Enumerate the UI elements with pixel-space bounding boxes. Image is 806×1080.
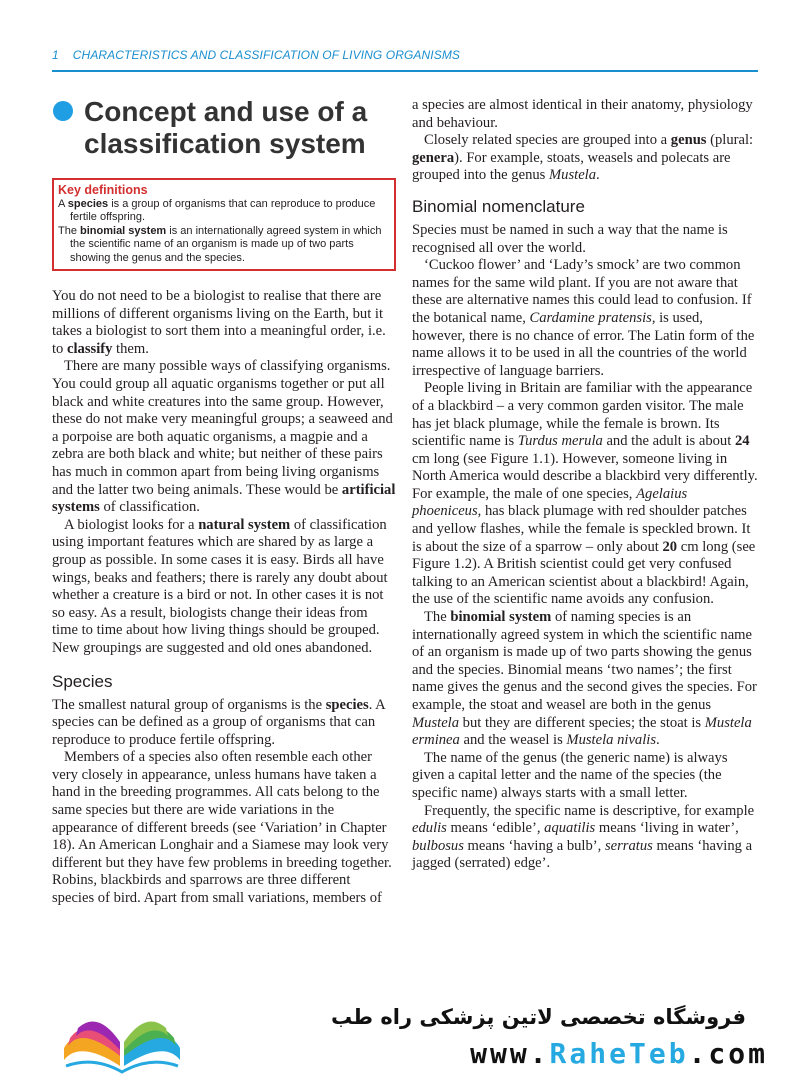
paragraph-intro: You do not need to be a biologist to realise that there are millions of different organisms living on the Earth, but it takes a biologist to sort them into a meaningful order, i.e. to classify them. xyxy=(52,288,386,357)
shop-url: www.RaheTeb.com xyxy=(470,1037,768,1070)
paragraph-ways-of-classifying: There are many possible ways of classifying organisms. You could group all aquatic organisms together or put all black and white creatures into the same group. However, these do not make very meaningful groups; a seaweed and a porpoise are both aquatic organisms, a magpie and a zebra are both black and white; but neither of these pairs has much in common apart from being living organisms and the latter two being animals. These would be artificial systems of classification. xyxy=(52,358,396,516)
bullet-dot-icon xyxy=(53,101,73,121)
paragraph-blackbird: People living in Britain are familiar with the appearance of a blackbird – a very common garden visitor. The male has jet black plumage, while the female is brown. Its scientific name is Turdus merula and the adult is about 24 cm long (see Figure 1.1). However, someone living in North America would describe a blackbird very differently. For example, the male of one species, Agelaius phoeniceus, has black plumage with red shoulder patches and yellow flashes, while the female is speckled brown. It is about the size of a sparrow – only about 20 cm long (see Figure 1.2). A British scientist could get very confused talking to an American scientist about a blackbird! Again, the use of the scientific name avoids any confusion. xyxy=(412,380,758,608)
paragraph-species-members: Members of a species also often resemble each other very closely in appearance, unless humans have taken a hand in the breeding programmes. All cats belong to the same species but there are wide variations in the appearance of different breeds (see ‘Variation’ in Chapter 18). An American Longhair and a Siamese may look very different but they have few problems in breeding together. Robins, blackbirds and sparrows are three different species of bird. Apart from small variations, members of xyxy=(52,749,392,907)
left-column xyxy=(52,96,396,908)
section-title-text: Concept and use of a classification system xyxy=(84,96,368,159)
running-header xyxy=(52,48,758,62)
watermark-banner xyxy=(0,993,806,1080)
heading-binomial-nomenclature: Binomial nomenclature xyxy=(412,196,585,216)
paragraph-natural-system: A biologist looks for a natural system of classification using important features which are shared by as large a group as possible. In some cases it is easy. Birds all have wings, beaks and feathers; there is rarely any doubt about whether a creature is a bird or not. In other cases it is not so easy. As a result, biologists change their ideas from time to time about how living things should be grouped. New groupings are suggested and old ones abandoned. xyxy=(52,516,388,656)
paragraph-cuckoo-flower: ‘Cuckoo flower’ and ‘Lady’s smock’ are two common names for the same wild plant. If you are not aware that these are alternative names this could lead to confusion. If the botanical name, Cardamine pratensis, is used, however, there is no chance of error. The Latin form of the name allows it to be used in all the countries of the world irrespective of language barriers. xyxy=(412,257,755,379)
paragraph-species-definition: The smallest natural group of organisms is the species. A species can be defined as a group of organisms that can reproduce to produce fertile offspring. xyxy=(52,696,385,748)
shop-name: فروشگاه تخصصی لاتین پزشکی راه طب xyxy=(331,1005,746,1029)
header-rule xyxy=(52,70,758,72)
right-column xyxy=(412,97,758,873)
heading-species: Species xyxy=(52,671,113,691)
key-definitions-title: Key definitions xyxy=(58,183,148,197)
definition-species: A species is a group of organisms that can reproduce to produce fertile offspring. xyxy=(58,198,376,224)
section-title xyxy=(52,96,396,160)
open-book-logo-icon xyxy=(58,1008,186,1076)
chapter-title: CHARACTERISTICS AND CLASSIFICATION OF LIVING ORGANISMS xyxy=(72,48,461,62)
paragraph-naming: Species must be named in such a way that the name is recognised all over the world. xyxy=(412,221,728,256)
key-definitions-box xyxy=(52,178,396,271)
paragraph-binomial-system: The binomial system of naming species is an internationally agreed system in which the scientific name of an organism is made up of two parts showing the genus and the species. Binomial means ‘two names’; the first name gives the genus and the second gives the species. For example, the stoat and weasel are both in the genus Mustela but they are different species; the stoat is Mustela erminea and the weasel is Mustela nivalis. xyxy=(412,609,757,749)
paragraph-genus: Closely related species are grouped into a genus (plural: genera). For example, stoats, weasels and polecats are grouped into the genus Mustela. xyxy=(412,132,754,184)
paragraph-specific-name: Frequently, the specific name is descriptive, for example edulis means ‘edible’, aquatilis means ‘living in water’, bulbosus means ‘having a bulb’, serratus means ‘having a jagged (serrated) edge’. xyxy=(412,802,755,872)
paragraph-species-continued: a species are almost identical in their anatomy, physiology and behaviour. xyxy=(412,97,753,131)
paragraph-generic-name: The name of the genus (the generic name) is always given a capital letter and the name of the species (the specific name) always starts with a small letter. xyxy=(412,749,728,801)
chapter-number: 1 xyxy=(52,48,59,62)
definition-binomial-system: The binomial system is an internationally agreed system in which the scientific name of an organism is made up of two parts showing the genus and the species. xyxy=(58,224,382,264)
